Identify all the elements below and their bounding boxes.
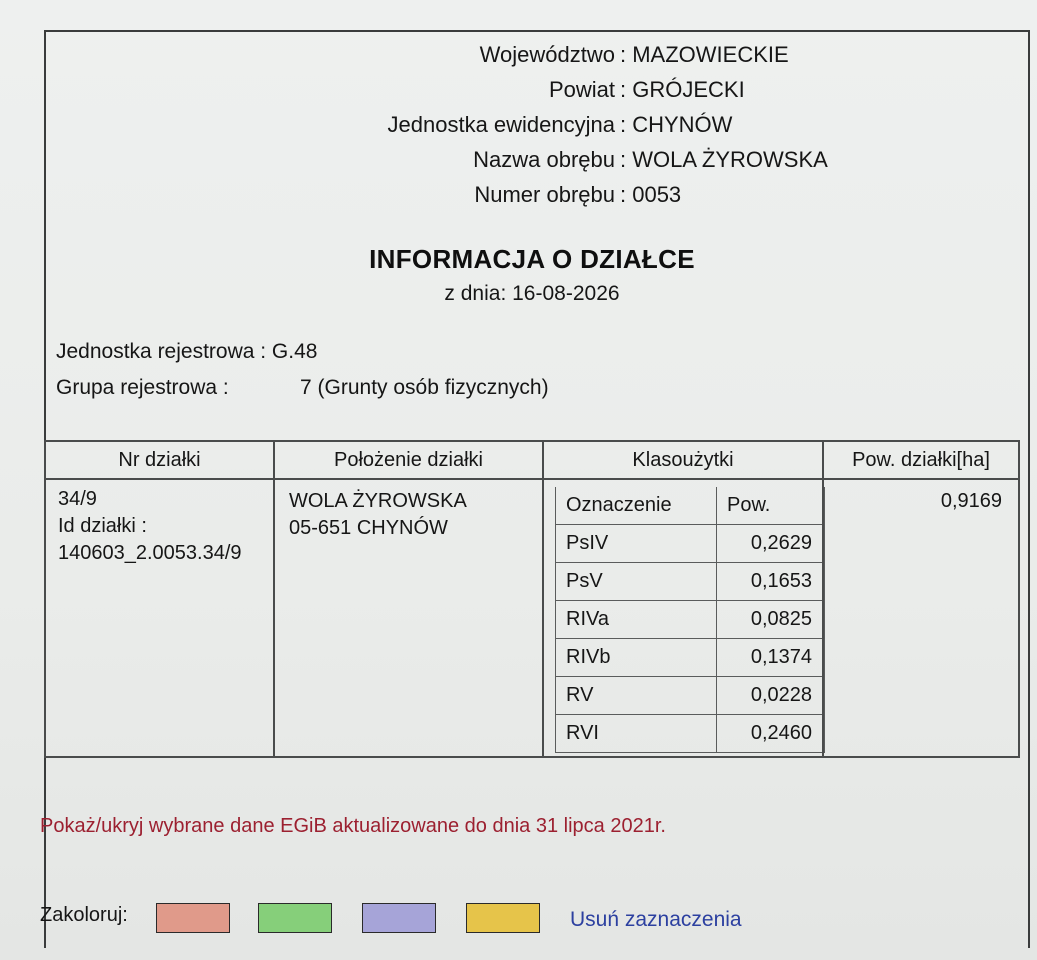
klasouzytki-table xyxy=(555,487,825,753)
registry-unit: Jednostka rejestrowa : G.48 xyxy=(56,340,318,363)
klasouzytki-header xyxy=(556,487,825,525)
header-value: : MAZOWIECKIE xyxy=(620,42,789,67)
klas-code: PsIV xyxy=(556,525,717,563)
column-header: Położenie działki xyxy=(274,441,543,479)
color-swatch-green[interactable] xyxy=(258,903,332,933)
parcel-area-cell xyxy=(823,479,1019,757)
header-label: Powiat xyxy=(548,77,615,102)
header-value: : GRÓJECKI xyxy=(620,77,745,102)
location-line-1: WOLA ŻYROWSKA xyxy=(289,490,467,512)
parcel-table-header xyxy=(45,441,1019,479)
colorize-label: Zakoloruj: xyxy=(40,904,128,926)
parcel-id: 140603_2.0053.34/9 xyxy=(58,542,242,564)
registry-group-label: Grupa rejestrowa : xyxy=(56,376,229,399)
header-row-nazwa-obrebu xyxy=(0,147,1037,177)
parcel-location-cell xyxy=(274,479,543,757)
page-title: INFORMACJA O DZIAŁCE xyxy=(369,244,695,274)
table-row xyxy=(556,639,825,677)
table-row xyxy=(556,601,825,639)
klas-area: 0,2460 xyxy=(717,715,825,753)
table-row xyxy=(556,563,825,601)
header-value: : WOLA ŻYROWSKA xyxy=(620,147,828,172)
klas-area: 0,1653 xyxy=(717,563,825,601)
klas-code: RIVb xyxy=(556,639,717,677)
klas-area: 0,0825 xyxy=(717,601,825,639)
klas-code: RIVa xyxy=(556,601,717,639)
registry-group xyxy=(56,376,549,400)
header-label: Numer obrębu xyxy=(474,182,615,207)
klas-area: 0,1374 xyxy=(717,639,825,677)
klas-area: 0,2629 xyxy=(717,525,825,563)
clear-selection-link[interactable]: Usuń zaznaczenia xyxy=(570,908,742,931)
location-line-2: 05-651 CHYNÓW xyxy=(289,517,448,539)
header-label: Nazwa obrębu xyxy=(473,147,615,172)
header-label: Województwo xyxy=(479,42,615,67)
header-row-jednostka xyxy=(0,112,1037,142)
klas-code: RV xyxy=(556,677,717,715)
header-row-powiat xyxy=(0,77,1037,107)
column-header: Klasoużytki xyxy=(543,441,823,479)
header-row-numer-obrebu xyxy=(0,182,1037,212)
egib-toggle-link[interactable]: Pokaż/ukryj wybrane dane EGiB aktualizowane do dnia 31 lipca 2021r. xyxy=(40,815,666,837)
klasouzytki-cell xyxy=(543,479,823,757)
klas-code: RVI xyxy=(556,715,717,753)
parcel-nr-cell xyxy=(45,479,274,757)
page-date: z dnia: 16-08-2026 xyxy=(444,282,620,305)
header-value: : CHYNÓW xyxy=(620,112,733,137)
parcel-id-label: Id działki : xyxy=(58,515,147,537)
header-label: Jednostka ewidencyjna xyxy=(387,112,615,137)
color-swatch-red[interactable] xyxy=(156,903,230,933)
parcel-area: 0,9169 xyxy=(940,490,1002,512)
color-swatch-yellow[interactable] xyxy=(466,903,540,933)
header-value: : 0053 xyxy=(620,182,682,207)
column-header: Nr działki xyxy=(45,441,274,479)
table-row xyxy=(45,479,1019,757)
parcel-table xyxy=(44,440,1020,758)
klas-code: PsV xyxy=(556,563,717,601)
klas-header-pow: Pow. xyxy=(717,487,825,525)
header-row-wojewodztwo xyxy=(0,42,1037,72)
color-swatch-blue[interactable] xyxy=(362,903,436,933)
registry-group-value: 7 (Grunty osób fizycznych) xyxy=(300,376,549,399)
klas-area: 0,0228 xyxy=(717,677,825,715)
table-row xyxy=(556,525,825,563)
table-row xyxy=(556,715,825,753)
table-row xyxy=(556,677,825,715)
klas-header-oznaczenie: Oznaczenie xyxy=(556,487,717,525)
parcel-number: 34/9 xyxy=(58,488,97,510)
column-header: Pow. działki[ha] xyxy=(823,441,1019,479)
